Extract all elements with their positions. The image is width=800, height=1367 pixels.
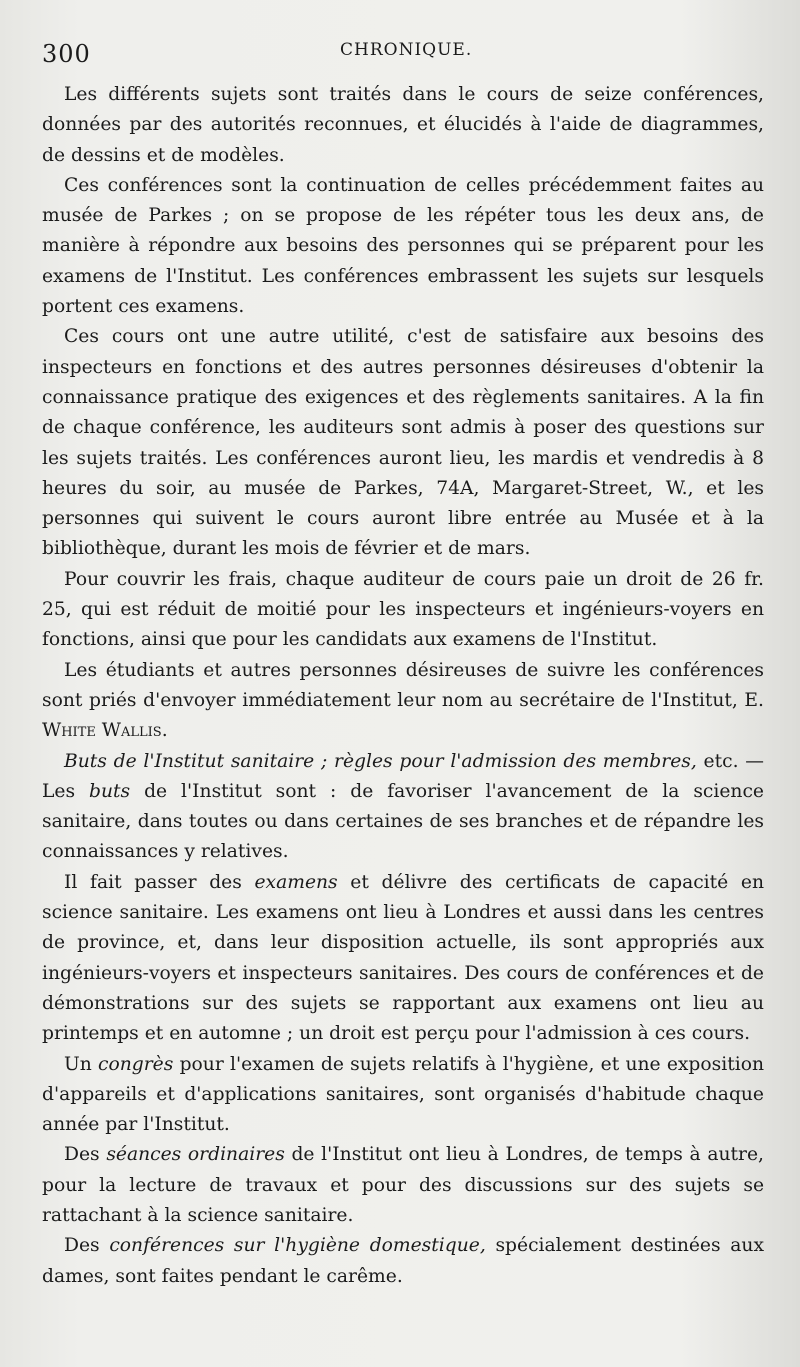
body-text xyxy=(42,80,764,1292)
running-head xyxy=(42,32,764,80)
paragraph: Un congrès pour l'examen de sujets relatifs à l'hygiène, et une exposition d'appareils et d'applications sanitaires, sont organisés d'habitude chaque année par l'Institut. xyxy=(42,1053,764,1136)
paragraph: Pour couvrir les frais, chaque auditeur de cours paie un droit de 26 fr. 25, qui est réduit de moitié pour les inspecteurs et ingénieurs-voyers en fonctions, ainsi que pour les candidats aux examens de l'Institut. xyxy=(42,568,764,651)
paragraph: Des séances ordinaires de l'Institut ont lieu à Londres, de temps à autre, pour la lecture de travaux et pour des discussions sur des sujets se rattachant à la science sanitaire. xyxy=(42,1144,764,1226)
secretary-name: White Wallis xyxy=(42,720,162,742)
paragraph: Ces conférences sont la continuation de celles précédemment faites au musée de Parkes ; on se propose de les répéter tous les deux ans, de manière à répondre aux besoins des personnes qui se préparent pour les examens de l'Institut. Les conférences embrassent les sujets sur lesquels portent ces examens. xyxy=(42,174,764,318)
running-title: CHRONIQUE. xyxy=(340,40,473,60)
paragraph: Les étudiants et autres personnes désireuses de suivre les conférences sont priés d'envoyer immédiatement leur nom au secrétaire de l'Institut, E. White Wallis. xyxy=(42,659,764,742)
paragraph: Des conférences sur l'hygiène domestique, spécialement destinées aux dames, sont faites pendant le carême. xyxy=(42,1235,764,1287)
paragraph: Les différents sujets sont traités dans le cours de seize conférences, données par des autorités reconnues, et élucidés à l'aide de diagrammes, de dessins et de modèles. xyxy=(42,84,764,166)
page-number: 300 xyxy=(42,40,91,68)
paragraph: Buts de l'Institut sanitaire ; règles pour l'admission des membres, etc. — Les buts de l'Institut sont : de favoriser l'avancement de la science sanitaire, dans toutes ou dans certaines de ses branches et de répandre les connaissances y relatives. xyxy=(42,750,764,863)
paragraph: Il fait passer des examens et délivre des certificats de capacité en science sanitaire. Les examens ont lieu à Londres et aussi dans les centres de province, et, dans leur disposition actuelle, ils sont appropriés aux ingénieurs-voyers et inspecteurs sanitaires. Des cours de conférences et de démonstrations sur des sujets se rapportant aux examens ont lieu au printemps et en automne ; un droit est perçu pour l'admission à ces cours. xyxy=(42,871,764,1045)
paragraph: Ces cours ont une autre utilité, c'est de satisfaire aux besoins des inspecteurs en fonctions et des autres personnes désireuses d'obtenir la connaissance pratique des exigences et des règlements sanitaires. A la fin de chaque conférence, les auditeurs sont admis à poser des questions sur les sujets traités. Les conférences auront lieu, les mardis et vendredis à 8 heures du soir, au musée de Parkes, 74A, Margaret-Street, W., et les personnes qui suivent le cours auront libre entrée au Musée et à la bibliothèque, durant les mois de février et de mars. xyxy=(42,326,764,560)
section-heading: Buts de l'Institut sanitaire ; règles pour l'admission des membres, xyxy=(64,750,697,772)
